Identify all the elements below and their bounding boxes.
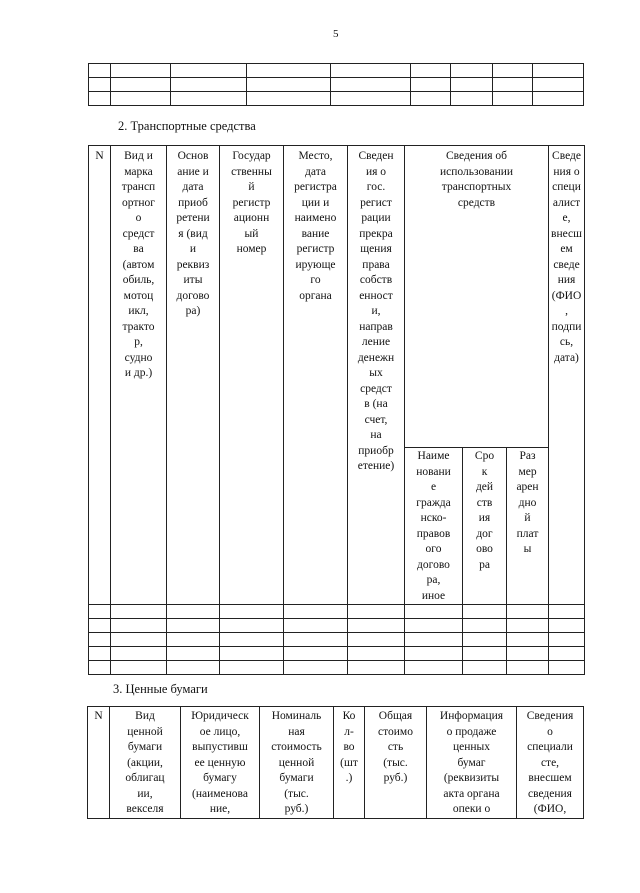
- securities-table: [87, 706, 584, 819]
- table-row: [89, 661, 585, 675]
- table-row: [89, 619, 585, 633]
- table-row: [89, 647, 585, 661]
- table-row: [89, 605, 585, 619]
- col-header-security-type: Вид ценной бумаги (акции, облигац ии, векселя: [110, 707, 181, 819]
- col-header-quantity: Ко л- во (шт .): [334, 707, 365, 819]
- col-header-specialist: Сведе ния о специ алист е, внесш ем сведе ния (ФИО , подпи сь, дата): [549, 146, 585, 605]
- col-header-sale-info: Информация о продаже ценных бумаг (реквизиты акта органа опеки о: [427, 707, 517, 819]
- table-row: [89, 64, 584, 78]
- vehicles-table: [88, 145, 585, 675]
- page-number: 5: [333, 28, 339, 40]
- col-header-vehicle-type: Вид и марка трансп ортног о средст ва (автом обиль, мотоц икл, тракто р, судно и др.): [111, 146, 167, 605]
- subheader-rent-amount: Раз мер арен дно й плат ы: [507, 448, 549, 605]
- col-header-issuer: Юридическ ое лицо, выпустивш ее ценную бумагу (наименова ние,: [181, 707, 260, 819]
- table-row: [89, 633, 585, 647]
- col-header-number: N: [88, 707, 110, 819]
- subheader-contract-name: Наиме новани е гражда нско- правов ого догово ра, иное: [405, 448, 463, 605]
- section-3-title: 3. Ценные бумаги: [113, 682, 208, 696]
- section-2-title: 2. Транспортные средства: [118, 119, 256, 133]
- col-header-registration-termination: Сведен ия о гос. регист рации прекра щения права собств енност и, направ ление денежн ых средст в (на счет, на приобр етение): [348, 146, 405, 605]
- header-row: [89, 146, 585, 448]
- previous-section-table: [88, 63, 584, 106]
- table-row: [89, 78, 584, 92]
- col-header-vehicle-usage: Сведения об использовании транспортных средств: [405, 146, 549, 448]
- col-header-number: N: [89, 146, 111, 605]
- subheader-contract-term: Сро к дей ств ия дог ово ра: [463, 448, 507, 605]
- col-header-registration-place: Место, дата регистра ции и наимено вание регистр ирующе го органа: [284, 146, 348, 605]
- col-header-registration-number: Государ ственны й регистр ационн ый номер: [220, 146, 284, 605]
- header-row: [88, 707, 584, 819]
- col-header-acquisition-basis: Основ ание и дата приоб ретени я (вид и реквиз иты догово ра): [167, 146, 220, 605]
- col-header-nominal-value: Номиналь ная стоимость ценной бумаги (тыс. руб.): [260, 707, 334, 819]
- table-row: [89, 92, 584, 106]
- col-header-total-value: Общая стоимо сть (тыс. руб.): [365, 707, 427, 819]
- col-header-specialist: Сведения о специали сте, внесшем сведения (ФИО,: [517, 707, 584, 819]
